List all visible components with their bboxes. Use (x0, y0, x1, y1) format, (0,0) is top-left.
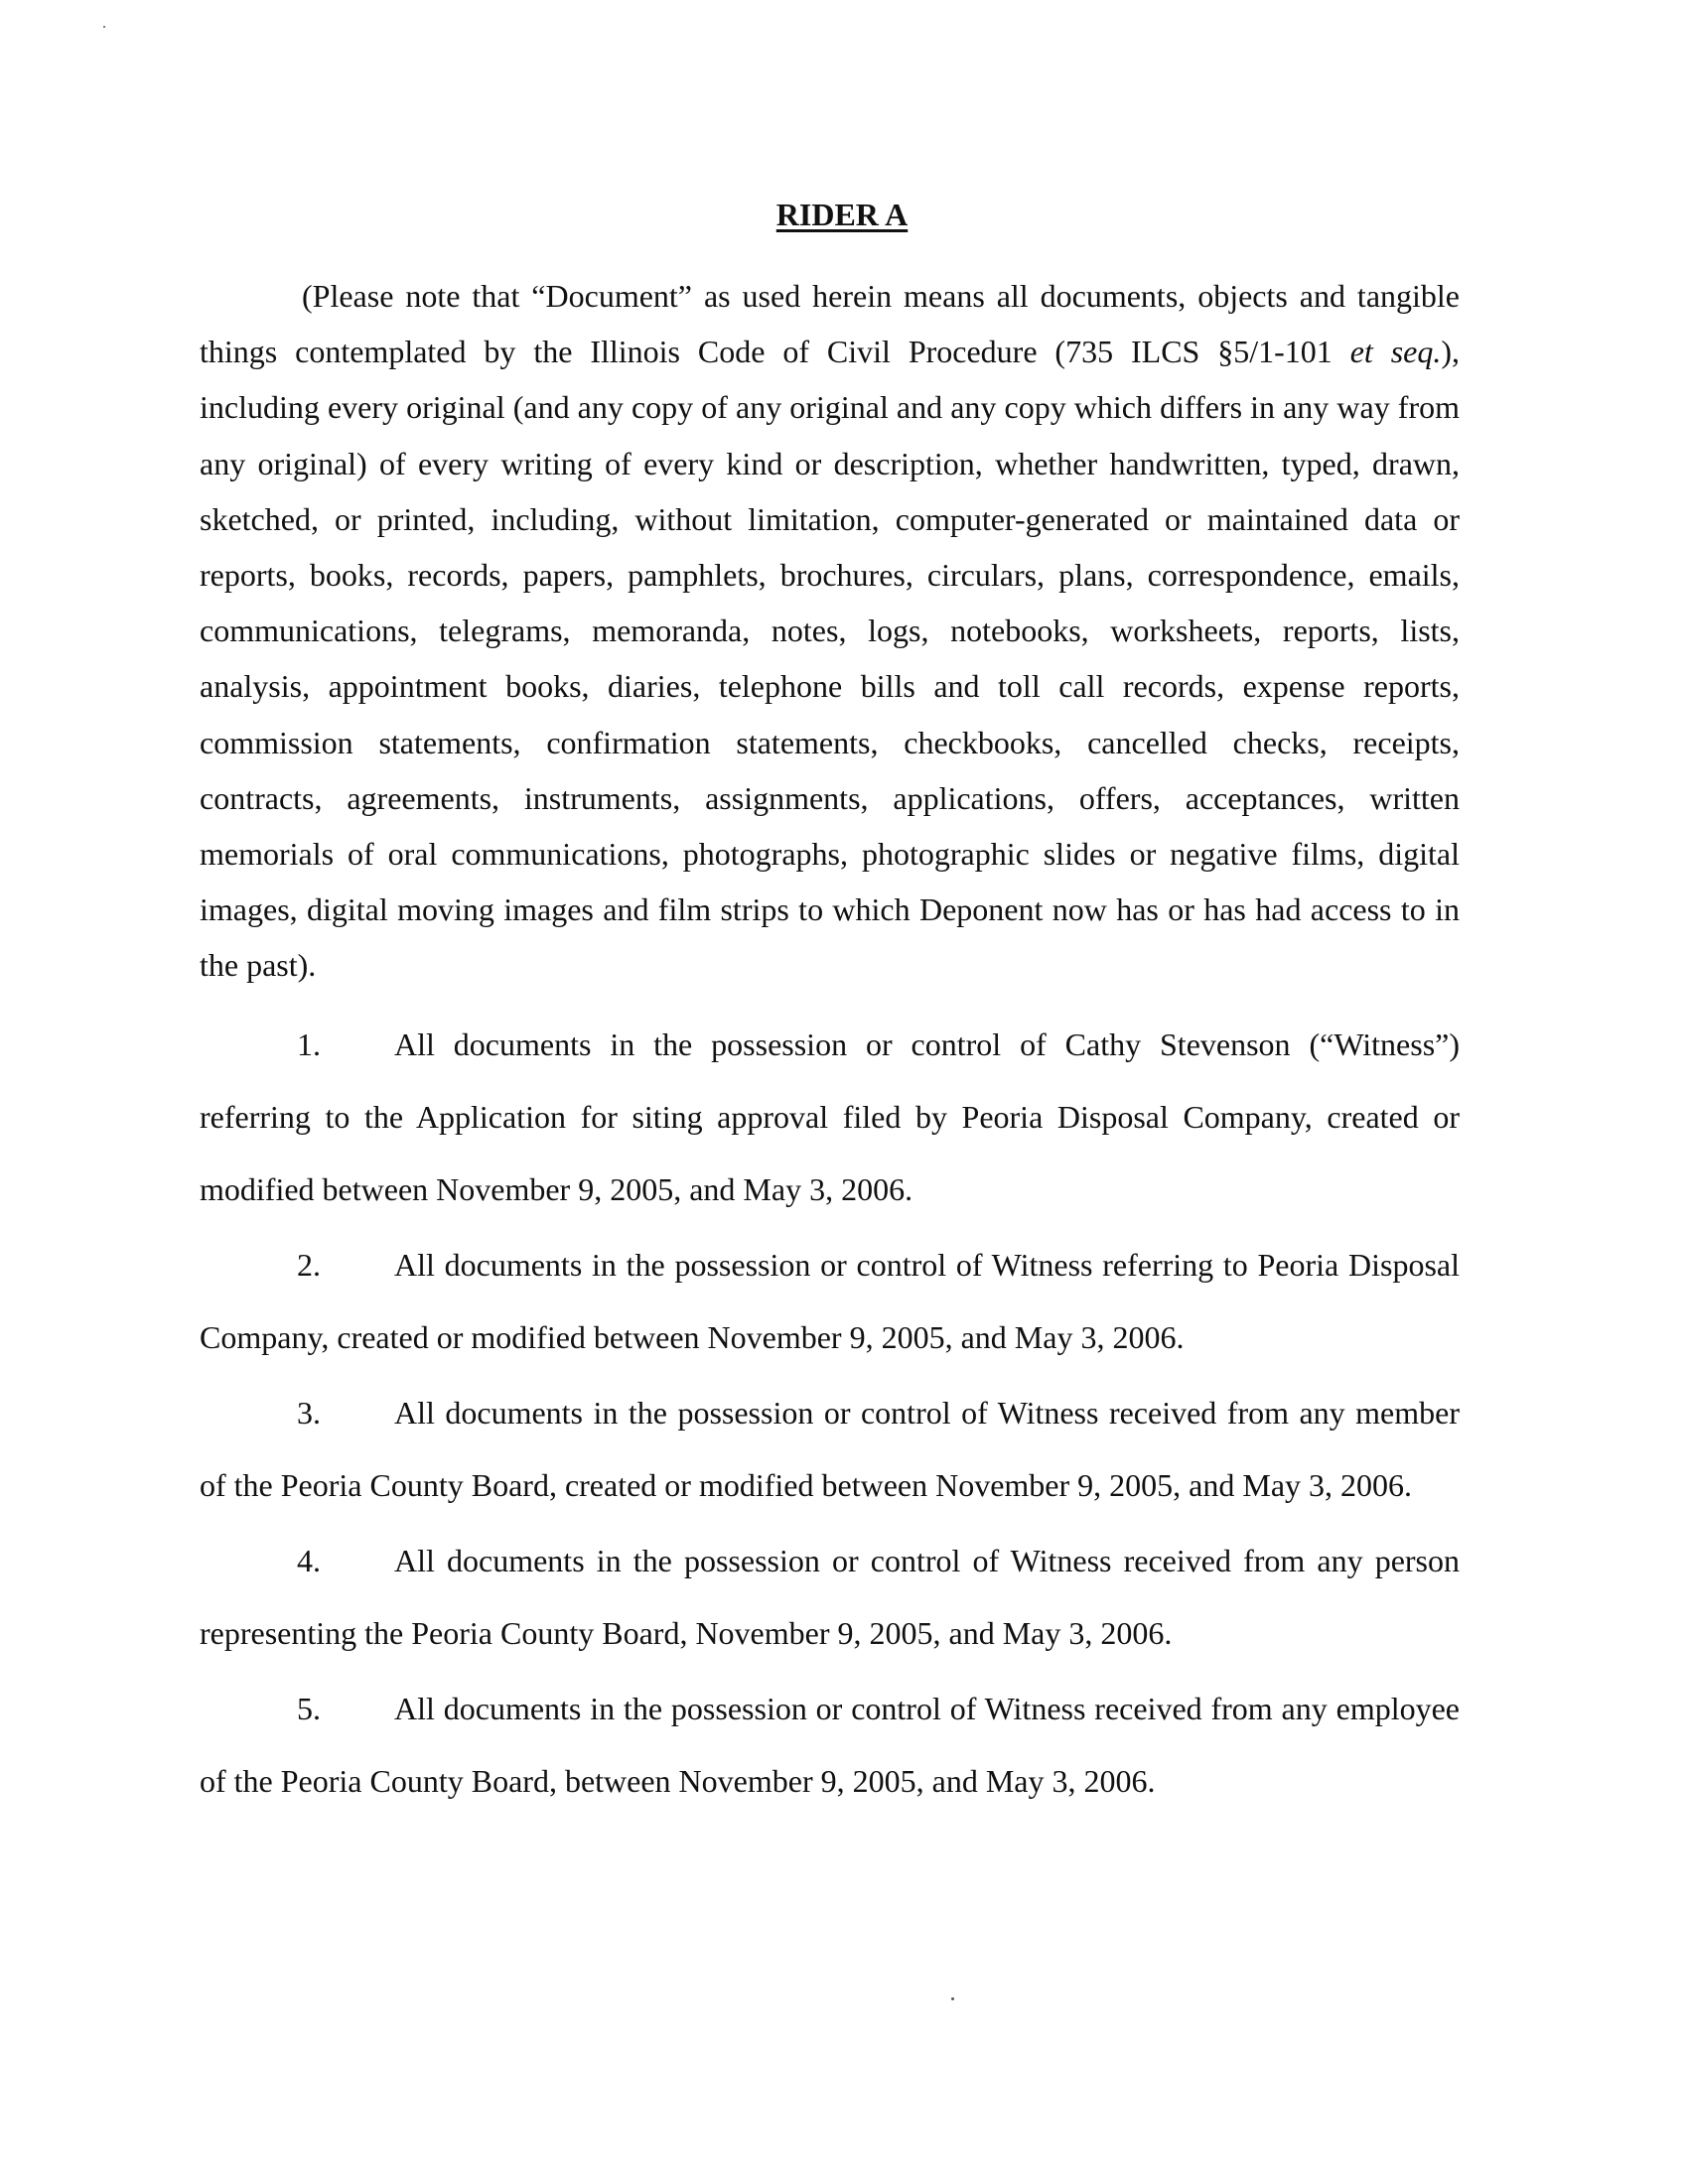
definition-text-end: ), including every original (and any copy of any original and any copy which differs in any way from any original) of every writing of every kind or description, whether handwritten, typed, drawn, sketched, or printed, including, without limitation, computer-generated or maintained data or reports, books, records, papers, pamphlets, brochures, circulars, plans, correspondence, emails, communications, telegrams, memoranda, notes, logs, notebooks, worksheets, reports, lists, analysis, appointment books, diaries, telephone bills and toll call records, expense reports, commission statements, confirmation statements, checkbooks, cancelled checks, receipts, contracts, agreements, instruments, assignments, applications, offers, acceptances, written memorials of oral communications, photographs, photographic slides or negative films, digital images, digital moving images and film strips to which Deponent now has or has had access to in the past). (200, 334, 1461, 984)
request-item (200, 1229, 1460, 1374)
request-number: 5. (297, 1691, 321, 1726)
definition-paragraph (200, 268, 1460, 994)
request-text: All documents in the possession or control of Witness received from any employee of the Peoria County Board, between November 9, 2005, and May 3, 2006. (200, 1691, 1460, 1799)
request-number: 2. (297, 1247, 321, 1283)
scan-speck (103, 26, 105, 28)
document-title (0, 195, 1684, 234)
request-item (200, 1009, 1460, 1226)
request-number: 1. (297, 1026, 321, 1062)
definition-italic-text: et seq. (1349, 334, 1442, 370)
request-item (200, 1673, 1460, 1818)
request-number: 3. (297, 1395, 321, 1431)
request-text: All documents in the possession or control of Witness referring to Peoria Disposal Company, created or modified between November 9, 2005, and May 3, 2006. (200, 1247, 1460, 1355)
scan-speck (951, 1997, 954, 2000)
request-number: 4. (297, 1543, 321, 1578)
request-item (200, 1525, 1460, 1670)
definition-text-start: (Please note that “Document” as used herein means all documents, objects and tangible things contemplated by the Illinois Code of Civil Procedure (735 ILCS §5/1-101 (200, 278, 1460, 370)
request-text: All documents in the possession or control of Cathy Stevenson (“Witness”) referring to the Application for siting approval filed by Peoria Disposal Company, created or modified between November 9, 2005, and May 3, 2006. (200, 1026, 1460, 1207)
request-text: All documents in the possession or control of Witness received from any person representing the Peoria County Board, November 9, 2005, and May 3, 2006. (200, 1543, 1460, 1651)
request-list (200, 1009, 1460, 1821)
request-item (200, 1377, 1460, 1522)
title-text: RIDER A (775, 197, 909, 232)
request-text: All documents in the possession or control of Witness received from any member of the Peoria County Board, created or modified between November 9, 2005, and May 3, 2006. (200, 1395, 1460, 1503)
